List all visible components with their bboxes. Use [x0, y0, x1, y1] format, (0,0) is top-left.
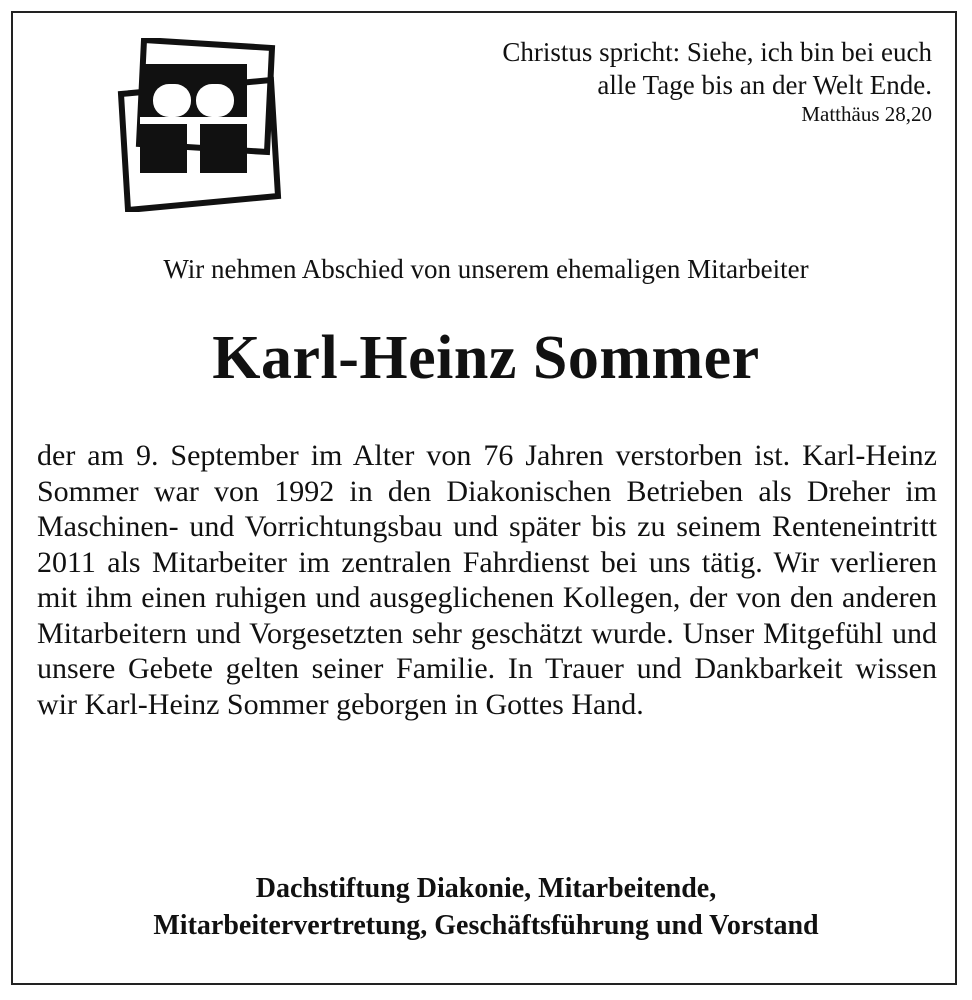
- verse-reference: Matthäus 28,20: [801, 102, 932, 126]
- signoff-line-1: Dachstiftung Diakonie, Mitarbeitende,: [255, 873, 717, 904]
- diakonie-logo: [116, 38, 282, 212]
- verse-line-1: Christus spricht: Siehe, ich bin bei euch: [502, 37, 932, 67]
- signoff: [0, 870, 972, 944]
- bible-verse: [502, 36, 932, 126]
- signoff-line-2: Mitarbeitervertretung, Geschäftsführung und Vorstand: [153, 910, 819, 941]
- verse-line-2: alle Tage bis an der Welt Ende.: [597, 70, 932, 100]
- deceased-name: Karl-Heinz Sommer: [212, 324, 760, 392]
- intro-line: Wir nehmen Abschied von unserem ehemaligen Mitarbeiter: [163, 254, 809, 284]
- obituary-body: der am 9. September im Alter von 76 Jahren verstorben ist. Karl-Heinz Sommer war von 1992 in den Diakonischen Betrieben als Dreher im Maschinen- und Vorrichtungsbau und später bis zu seinem Renteneintritt 2011 als Mitarbeiter im zentralen Fahrdienst bei uns tätig. Wir verlieren mit ihm einen ruhigen und ausgeglichenen Kollegen, der von den anderen Mitarbeitern und Vorgesetzten sehr geschätzt wurde. Unser Mitgefühl und unsere Gebete gelten seiner Familie. In Trauer und Dankbarkeit wissen wir Karl-Heinz Sommer geborgen in Gottes Hand.: [37, 439, 937, 721]
